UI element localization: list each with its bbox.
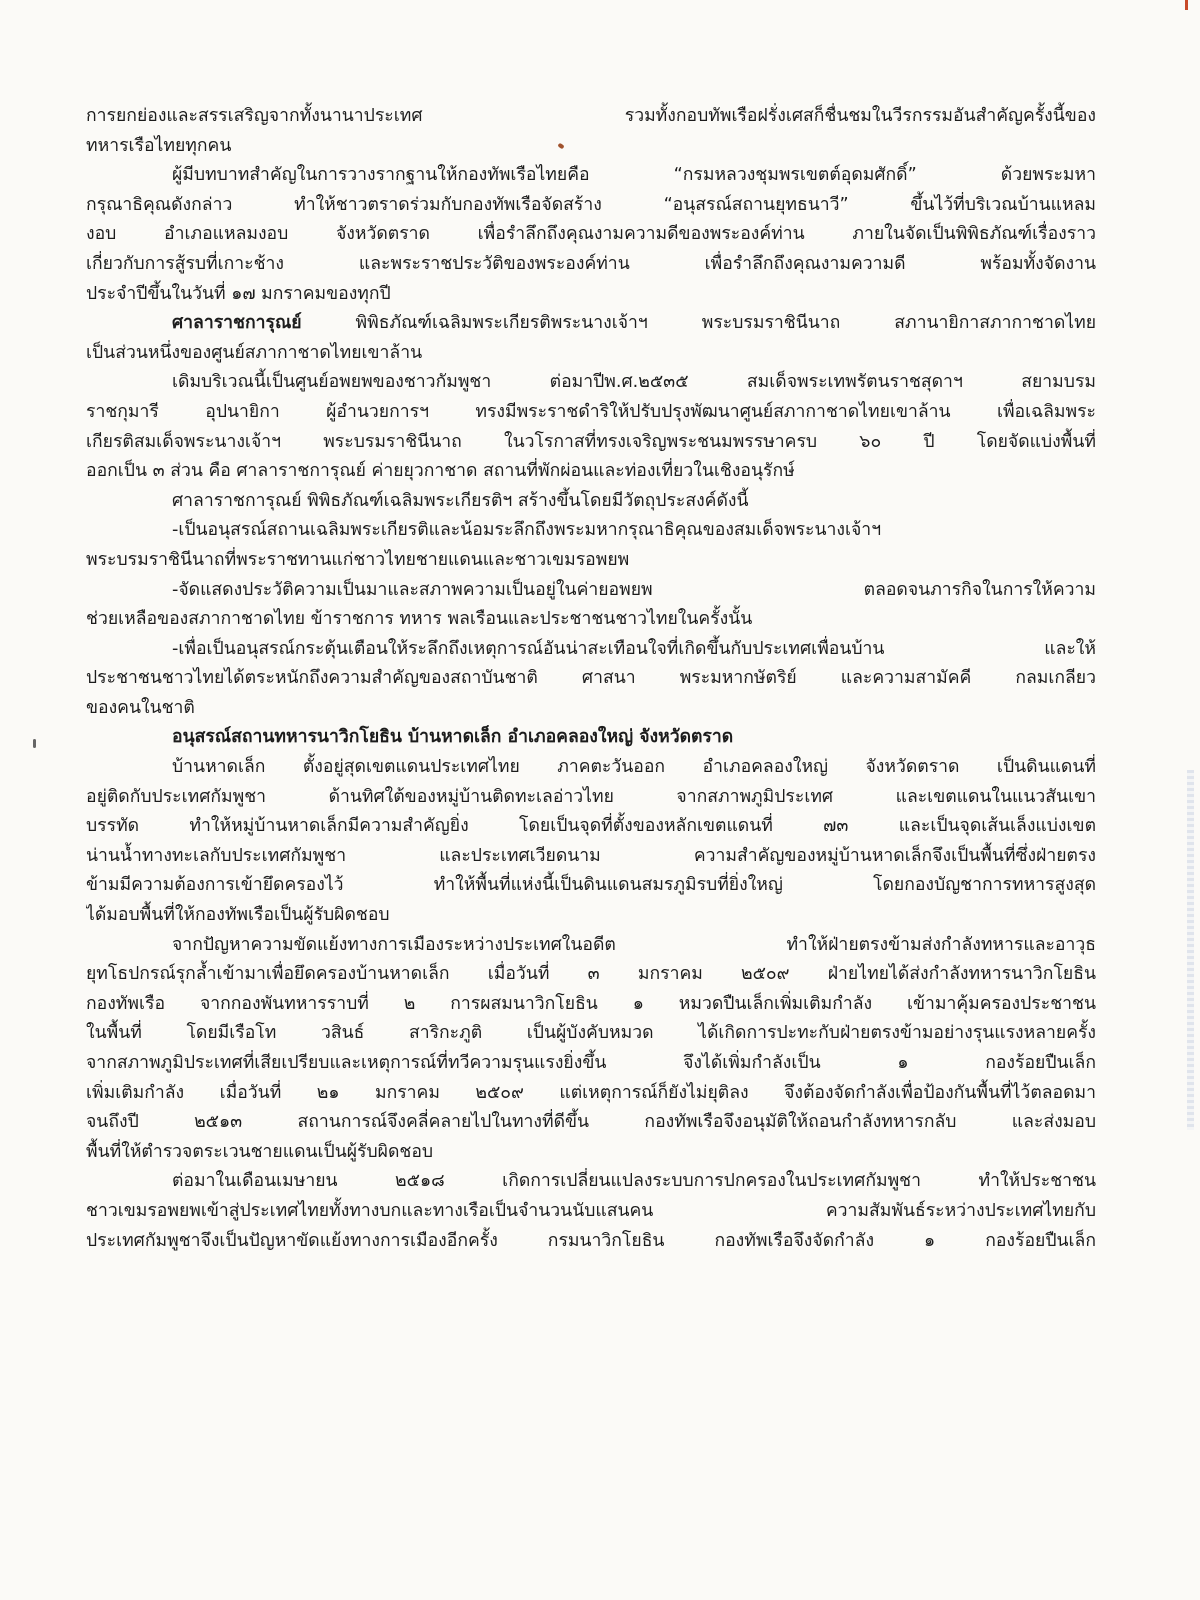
scan-speck bbox=[33, 739, 36, 748]
text-line: ประเทศกัมพูชาจึงเป็นปัญหาขัดแย้งทางการเมืองอีกครั้ง กรมนาวิกโยธิน กองทัพเรือจึงจัดกำลัง ๑ กองร้อยปืนเล็ก bbox=[86, 1230, 1096, 1251]
text-line: เกี่ยวกับการสู้รบที่เกาะช้าง และพระราชประวัติของพระองค์ท่าน เพื่อรำลึกถึงคุณงามความดี พร้อมทั้งจัดงาน bbox=[86, 253, 1096, 274]
text-line: ออกเป็น ๓ ส่วน คือ ศาลาราชการุณย์ ค่ายยุวกาชาด สถานที่พักผ่อนและท่องเที่ยวในเชิงอนุรักษ์ bbox=[86, 461, 795, 482]
text-line: น่านน้ำทางทะเลกับประเทศกัมพูชา และประเทศเวียดนาม ความสำคัญของหมู่บ้านหาดเล็กจึงเป็นพื้นที่ซึ่งฝ่ายตรง bbox=[86, 845, 1096, 866]
list-item-line: -เพื่อเป็นอนุสรณ์กระตุ้นเตือนให้ระลึกถึงเหตุการณ์อันน่าสะเทือนใจที่เกิดขึ้นกับประเทศเพื่อนบ้าน และให้ bbox=[172, 638, 1096, 659]
section-heading-line bbox=[86, 723, 1096, 753]
paragraph-first-line: จากปัญหาความขัดแย้งทางการเมืองระหว่างประเทศในอดีต ทำให้ฝ่ายตรงข้ามส่งกำลังทหารและอาวุธ bbox=[172, 934, 1096, 955]
text-line: ช่วยเหลือของสภากาชาดไทย ข้าราชการ ทหาร พลเรือนและประชาชนชาวไทยในครั้งนั้น bbox=[86, 609, 753, 630]
paragraph-first-line: ศาลาราชการุณย์ พิพิธภัณฑ์เฉลิมพระเกียรติฯ สร้างขึ้นโดยมีวัตถุประสงค์ดังนี้ bbox=[172, 490, 749, 511]
text-line: ยุทโธปกรณ์รุกล้ำเข้ามาเพื่อยึดครองบ้านหาดเล็ก เมื่อวันที่ ๓ มกราคม ๒๕๐๙ ฝ่ายไทยได้ส่งกำลังทหารนาวิกโยธิน bbox=[86, 964, 1096, 985]
text-line: จนถึงปี ๒๕๑๓ สถานการณ์จึงคลี่คลายไปในทางที่ดีขึ้น กองทัพเรือจึงอนุมัติให้ถอนกำลังทหารกลับ และส่งมอบ bbox=[86, 1112, 1096, 1133]
text-line: เกียรติสมเด็จพระนางเจ้าฯ พระบรมราชินีนาถ ในวโรกาสที่ทรงเจริญพระชนมพรรษาครบ ๖๐ ปี โดยจัดแบ่งพื้นที่ bbox=[86, 431, 1096, 452]
body-text bbox=[86, 102, 1096, 1256]
text-line: กรุณาธิคุณดังกล่าว ทำให้ชาวตราดร่วมกับกองทัพเรือจัดสร้าง “อนุสรณ์สถานยุทธนาวี” ขึ้นไว้ที่บริเวณบ้านแหลม bbox=[86, 194, 1096, 215]
text-line: พระบรมราชินีนาถที่พระราชทานแก่ชาวไทยชายแดนและชาวเขมรอพยพ bbox=[86, 549, 630, 570]
text-line: เพิ่มเติมกำลัง เมื่อวันที่ ๒๑ มกราคม ๒๕๐๙ แต่เหตุการณ์ก็ยังไม่ยุติลง จึงต้องจัดกำลังเพื่อป้องกันพื้นที่ไว้ตลอดมา bbox=[86, 1082, 1096, 1103]
page-edge-stripe bbox=[1187, 770, 1194, 1130]
text-line: ประจำปีขึ้นในวันที่ ๑๗ มกราคมของทุกปี bbox=[86, 283, 391, 304]
paragraph-first-line: บ้านหาดเล็ก ตั้งอยู่สุดเขตแดนประเทศไทย ภาคตะวันออก อำเภอคลองใหญ่ จังหวัดตราด เป็นดินแดนที่ bbox=[172, 757, 1096, 778]
text-line: ราชกุมารี อุปนายิกา ผู้อำนวยการฯ ทรงมีพระราชดำริให้ปรับปรุงพัฒนาศูนย์สภากาชาดไทยเขาล้าน เพื่อเฉลิมพระ bbox=[86, 401, 1096, 422]
paragraph-first-line: ผู้มีบทบาทสำคัญในการวางรากฐานให้กองทัพเรือไทยคือ “กรมหลวงชุมพรเขตต์อุดมศักดิ์” ด้วยพระมหา bbox=[172, 165, 1096, 186]
text-line: ทหารเรือไทยทุกคน bbox=[86, 135, 232, 156]
text-line: ได้มอบพื้นที่ให้กองทัพเรือเป็นผู้รับผิดชอบ bbox=[86, 905, 390, 926]
paragraph-first-line: เดิมบริเวณนี้เป็นศูนย์อพยพของชาวกัมพูชา ต่อมาปีพ.ศ.๒๕๓๕ สมเด็จพระเทพรัตนราชสุดาฯ สยามบรม bbox=[172, 372, 1096, 393]
text-line: พื้นที่ให้ตำรวจตระเวนชายแดนเป็นผู้รับผิดชอบ bbox=[86, 1141, 434, 1162]
text-line: ในพื้นที่ โดยมีเรือโท วสินธ์ สาริกะภูติ เป็นผู้บังคับหมวด ได้เกิดการปะทะกับฝ่ายตรงข้ามอย่างรุนแรงหลายครั้ง bbox=[86, 1023, 1096, 1044]
text-line: ชาวเขมรอพยพเข้าสู่ประเทศไทยทั้งทางบกและทางเรือเป็นจำนวนนับแสนคน ความสัมพันธ์ระหว่างประเทศไทยกับ bbox=[86, 1200, 1096, 1221]
text-line: ข้ามมีความต้องการเข้ายึดครองไว้ ทำให้พื้นที่แห่งนี้เป็นดินแดนสมรภูมิรบที่ยิ่งใหญ่ โดยกองบัญชาการทหารสูงสุด bbox=[86, 875, 1096, 896]
text-line: ของคนในชาติ bbox=[86, 697, 195, 718]
text-line: ประชาชนชาวไทยได้ตระหนักถึงความสำคัญของสถาบันชาติ ศาสนา พระมหากษัตริย์ และความสามัคคี กลมเกลียว bbox=[86, 668, 1096, 689]
section-heading: ศาลาราชการุณย์ bbox=[172, 313, 302, 334]
paragraph-first-line: ต่อมาในเดือนเมษายน ๒๕๑๘ เกิดการเปลี่ยนแปลงระบบการปกครองในประเทศกัมพูชา ทำให้ประชาชน bbox=[172, 1171, 1096, 1192]
list-item-line: -จัดแสดงประวัติความเป็นมาและสภาพความเป็นอยู่ในค่ายอพยพ ตลอดจนภารกิจในการให้ความ bbox=[172, 579, 1096, 600]
scan-mark bbox=[1185, 0, 1188, 10]
text-line: เป็นส่วนหนึ่งของศูนย์สภากาชาดไทยเขาล้าน bbox=[86, 342, 423, 363]
text-line: งอบ อำเภอแหลมงอบ จังหวัดตราด เพื่อรำลึกถึงคุณงามความดีของพระองค์ท่าน ภายในจัดเป็นพิพิธภัณฑ์เรื่องราว bbox=[86, 224, 1096, 245]
section-heading-line: ศาลาราชการุณย์ พิพิธภัณฑ์เฉลิมพระเกียรติพระนางเจ้าฯ พระบรมราชินีนาถ สภานายิกาสภากาชาดไทย bbox=[172, 313, 1096, 334]
text-line: การยกย่องและสรรเสริญจากทั้งนานาประเทศ รวมทั้งกอบทัพเรือฝรั่งเศสก็ชื่นชมในวีรกรรมอันสำคัญครั้งนี้ของ bbox=[86, 106, 1096, 126]
section-heading: อนุสรณ์สถานทหารนาวิกโยธิน บ้านหาดเล็ก อำเภอคลองใหญ่ จังหวัดตราด bbox=[172, 727, 734, 748]
text-line: บรรทัด ทำให้หมู่บ้านหาดเล็กมีความสำคัญยิ่ง โดยเป็นจุดที่ตั้งของหลักเขตแดนที่ ๗๓ และเป็นจุดเส้นเล็งแบ่งเขต bbox=[86, 816, 1096, 837]
list-item-line: -เป็นอนุสรณ์สถานเฉลิมพระเกียรติและน้อมระลึกถึงพระมหากรุณาธิคุณของสมเด็จพระนางเจ้าฯ bbox=[172, 520, 882, 541]
text-line: อยู่ติดกับประเทศกัมพูชา ด้านทิศใต้ของหมู่บ้านติดทะเลอ่าวไทย จากสภาพภูมิประเทศ และเขตแดนในแนวสันเขา bbox=[86, 786, 1096, 807]
text-line: กองทัพเรือ จากกองพันทหารราบที่ ๒ การผสมนาวิกโยธิน ๑ หมวดปืนเล็กเพิ่มเติมกำลัง เข้ามาคุ้มครองประชาชน bbox=[86, 993, 1096, 1014]
text-line: จากสภาพภูมิประเทศที่เสียเปรียบและเหตุการณ์ที่ทวีความรุนแรงยิ่งขึ้น จึงได้เพิ่มกำลังเป็น ๑ กองร้อยปืนเล็ก bbox=[86, 1053, 1096, 1073]
